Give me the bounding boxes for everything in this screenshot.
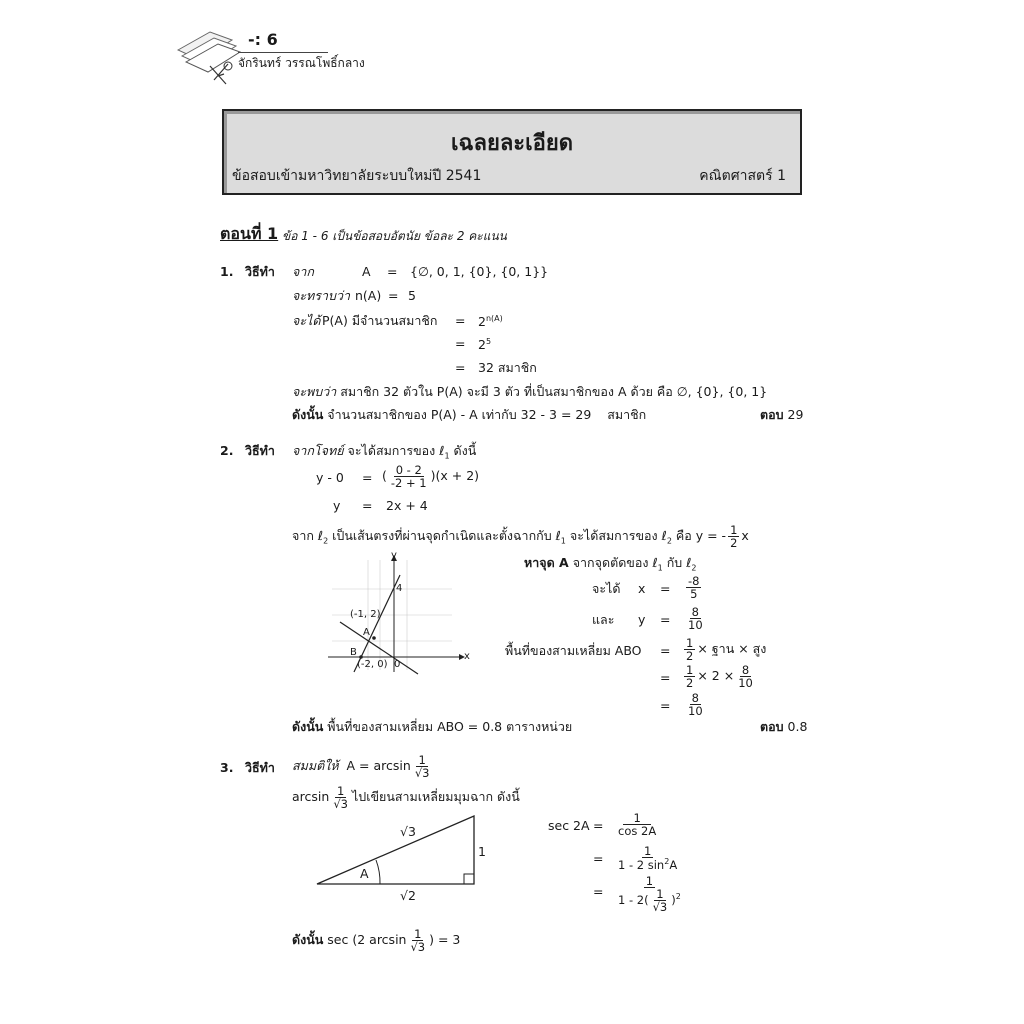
q3-text: สมมติให้ A = arcsin $\frac{1}{√3}$ bbox=[292, 753, 430, 781]
q3-text: = bbox=[593, 818, 604, 833]
q2-answer: ตอบ 0.8 bbox=[760, 719, 808, 734]
q2-text: x bbox=[638, 581, 646, 596]
q2-text: $\frac{-8}{5}$ bbox=[688, 574, 700, 602]
q2-label: วิธีทำ bbox=[245, 443, 275, 458]
q2-text: พื้นที่ของสามเหลี่ยม ABO bbox=[505, 643, 642, 658]
q1-text: 32 สมาชิก bbox=[478, 360, 537, 375]
q2-text: $\frac{1}{2}$ × 2 × $\frac{8}{10}$ bbox=[686, 663, 753, 691]
q1-text: {∅, 0, 1, {0}, {0, 1}} bbox=[410, 264, 549, 279]
q3-label: วิธีทำ bbox=[245, 760, 275, 775]
q1-text: $2^5$ bbox=[478, 337, 492, 353]
q2-text: จากโจทย์ จะได้สมการของ ℓ$_1$ ดังนี้ bbox=[292, 443, 477, 461]
exam-name: ข้อสอบเข้ามหาวิทยาลัยระบบใหม่ปี 2541 bbox=[232, 168, 482, 184]
header-rule bbox=[238, 52, 328, 53]
q1-text: = bbox=[455, 360, 466, 375]
q1-text: ดังนั้น จำนวนสมาชิกของ P(A) - A เท่ากับ 32 - 3 = 29 สมาชิก bbox=[292, 407, 647, 422]
q2-text: = bbox=[660, 698, 671, 713]
q3-text: $\frac{1}{\cos 2A}$ bbox=[618, 811, 657, 839]
q2-text: $\frac{1}{2}$ × ฐาน × สูง bbox=[686, 636, 767, 664]
q3-text: = bbox=[593, 884, 604, 899]
section-heading: ตอนที่ 1 bbox=[220, 224, 279, 243]
box-title: เฉลยละเอียด bbox=[450, 131, 574, 156]
right-triangle bbox=[312, 810, 482, 890]
q2-text: y bbox=[638, 612, 646, 627]
graph-tick: 4 bbox=[396, 583, 403, 594]
q3-text: $\frac{1}{1 - 2 \sin^2A}$ bbox=[618, 844, 678, 872]
q1-text: จะทราบว่า bbox=[292, 288, 350, 303]
q2-text: จาก ℓ$_2$ เป็นเส้นตรงที่ผ่านจุดกำเนิดและตั้งฉากกับ ℓ$_1$ จะได้สมการของ ℓ$_2$ คือ y = - $\frac{1}{2}$ x bbox=[292, 523, 749, 551]
q2-text: 2x + 4 bbox=[386, 498, 428, 513]
q2-text: = bbox=[660, 643, 671, 658]
line-graph bbox=[322, 550, 472, 675]
q1-text: A bbox=[362, 264, 371, 279]
triangle-opposite: 1 bbox=[478, 844, 486, 859]
q3-number: 3. bbox=[220, 760, 234, 775]
q1-text: = bbox=[387, 264, 398, 279]
triangle-adjacent: √2 bbox=[400, 888, 416, 903]
q2-text: = bbox=[362, 498, 373, 513]
q1-number: 1. bbox=[220, 264, 234, 279]
q2-text: = bbox=[362, 470, 373, 485]
q2-text: หาจุด A จากจุดตัดของ ℓ$_1$ กับ ℓ$_2$ bbox=[524, 555, 697, 573]
q1-text: = bbox=[455, 336, 466, 351]
q2-text: = bbox=[660, 612, 671, 627]
q1-text: จาก bbox=[292, 264, 314, 279]
q3-text: = bbox=[593, 851, 604, 866]
q2-text: ดังนั้น พื้นที่ของสามเหลี่ยม ABO = 0.8 ตารางหน่วย bbox=[292, 719, 573, 734]
triangle-angle-A: A bbox=[360, 866, 369, 881]
title-box bbox=[222, 109, 802, 195]
q2-text: และ bbox=[592, 612, 615, 627]
q1-label: วิธีทำ bbox=[245, 264, 275, 279]
author-name: จักรินทร์ วรรณโพธิ์กลาง bbox=[238, 56, 365, 70]
q2-number: 2. bbox=[220, 443, 234, 458]
q1-text: P(A) มีจำนวนสมาชิก bbox=[322, 313, 438, 328]
q2-text: จะได้ bbox=[592, 581, 621, 596]
graph-point-A: A bbox=[363, 627, 370, 638]
q1-text: $2^{n(A)}$ bbox=[478, 314, 503, 330]
q2-text: y bbox=[333, 498, 341, 513]
q1-text: n(A) bbox=[355, 288, 382, 303]
q2-text: ( $\frac{0 - 2}{-2 + 1}$ )(x + 2) bbox=[382, 463, 480, 491]
graph-point-B: B bbox=[350, 647, 357, 658]
graph-point-label: (-2, 0) bbox=[357, 659, 388, 670]
q2-text: = bbox=[660, 581, 671, 596]
q1-answer: ตอบ 29 bbox=[760, 407, 804, 422]
subject-name: คณิตศาสตร์ 1 bbox=[699, 168, 786, 184]
q3-text: 1 1 - 2( $\frac{1}{√3}$ )$^2$ bbox=[618, 874, 681, 915]
book-logo-icon bbox=[170, 20, 250, 90]
page-number: -: 6 bbox=[248, 30, 278, 49]
graph-origin: 0 bbox=[394, 659, 401, 670]
q3-text: arcsin $\frac{1}{√3}$ ไปเขียนสามเหลี่ยมมุมฉาก ดังนี้ bbox=[292, 784, 520, 812]
q1-text: = bbox=[455, 313, 466, 328]
q1-text: จะได้ bbox=[292, 313, 321, 328]
q1-text: 5 bbox=[408, 288, 416, 303]
q2-text: y - 0 bbox=[316, 470, 344, 485]
graph-y-label: y bbox=[391, 550, 397, 561]
graph-point-label: (-1, 2) bbox=[350, 609, 381, 620]
q2-text: = bbox=[660, 670, 671, 685]
q2-text: $\frac{8}{10}$ bbox=[688, 605, 703, 633]
section-desc: ข้อ 1 - 6 เป็นข้อสอบอัตนัย ข้อละ 2 คะแนน bbox=[282, 229, 507, 243]
q1-text: จะพบว่า สมาชิก 32 ตัวใน P(A) จะมี 3 ตัว ที่เป็นสมาชิกของ A ด้วย คือ ∅, {0}, {0, 1} bbox=[292, 384, 768, 399]
q2-text: $\frac{8}{10}$ bbox=[688, 691, 703, 719]
triangle-hypotenuse: √3 bbox=[400, 824, 416, 839]
q3-conclusion: ดังนั้น sec (2 arcsin $\frac{1}{√3}$ ) = 3 bbox=[292, 927, 461, 955]
q1-text: = bbox=[388, 288, 399, 303]
q3-text: sec 2A bbox=[548, 818, 590, 833]
graph-x-label: x bbox=[464, 651, 470, 662]
